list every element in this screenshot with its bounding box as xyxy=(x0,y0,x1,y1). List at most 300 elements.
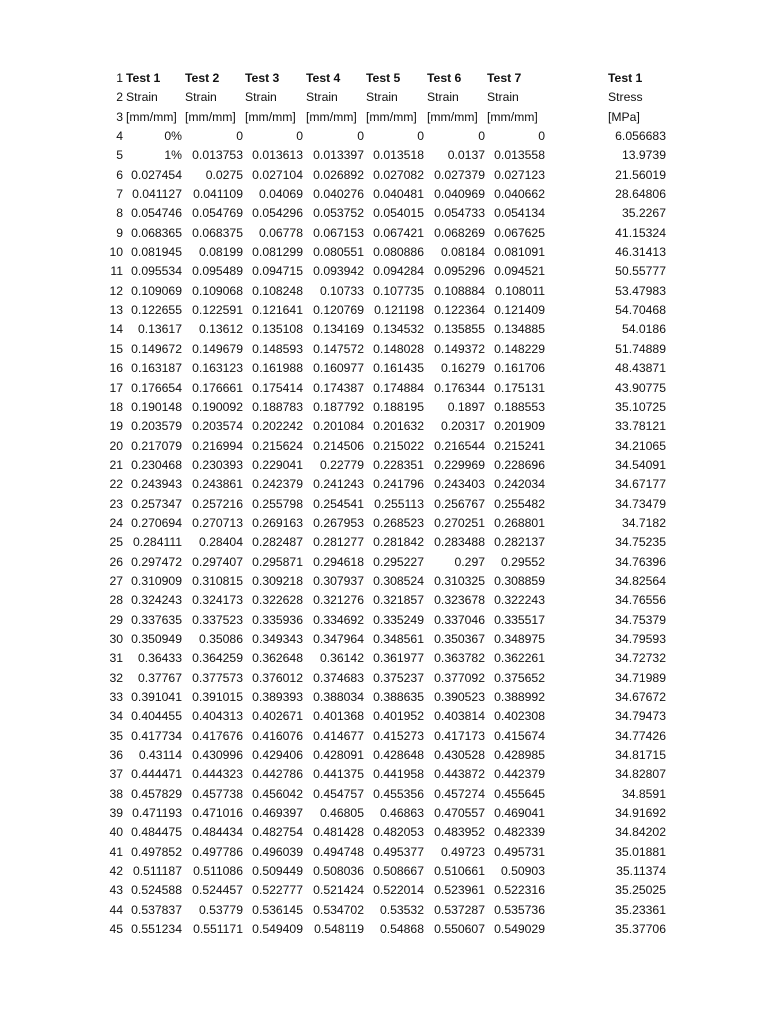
strain-test-7-cell: 0.094521 xyxy=(494,264,545,279)
strain-test-4-cell: 0.093942 xyxy=(313,264,364,279)
strain-test-1-cell: 0.163187 xyxy=(131,361,182,376)
strain-test-5-cell: 0.415273 xyxy=(373,728,424,743)
strain-test-4-cell: 0.026892 xyxy=(313,167,364,182)
strain-test-2-cell: 0.484434 xyxy=(192,825,243,840)
strain-test-4-cell: 0.120769 xyxy=(313,303,364,318)
header-stress-test-1: Test 1 xyxy=(608,71,643,85)
row-number: 2 xyxy=(116,90,123,105)
row-number-cell: 33 xyxy=(109,690,123,704)
strain-test-5-cell: 0.348561 xyxy=(373,631,424,646)
strain-test-3-cell: 0.161988 xyxy=(252,361,303,376)
strain-test-3-cell: 0.376012 xyxy=(252,670,303,685)
strain-test-3-cell: 0.081299 xyxy=(252,245,303,260)
header-unit: [mm/mm] xyxy=(126,109,177,124)
stress-test-1-cell: 34.76556 xyxy=(615,593,666,608)
strain-test-5-cell: 0.401952 xyxy=(373,709,424,724)
row-number-cell: 43 xyxy=(109,883,123,898)
row-number: 1 xyxy=(116,71,123,85)
strain-test-5-cell: 0.335249 xyxy=(373,612,424,627)
strain-test-7-cell: 0.081091 xyxy=(494,245,545,260)
strain-test-7-cell: 0.242034 xyxy=(494,477,545,492)
strain-test-6-cell: 0.054733 xyxy=(434,206,485,221)
strain-test-1-cell: 0.081945 xyxy=(131,245,182,260)
strain-test-1-cell: 0.095534 xyxy=(131,264,182,279)
strain-test-6-cell: 0.443872 xyxy=(434,767,485,782)
strain-test-4-cell: 0.494748 xyxy=(313,844,364,859)
stress-test-1-cell: 34.54091 xyxy=(615,457,666,472)
row-number-cell: 44 xyxy=(109,902,123,917)
strain-test-4-cell: 0.241243 xyxy=(313,477,364,492)
stress-test-1-cell: 35.25025 xyxy=(615,883,666,898)
strain-test-4-cell: 0.053752 xyxy=(313,206,364,221)
row-number-cell: 24 xyxy=(109,515,123,530)
strain-test-4-cell: 0.201084 xyxy=(313,419,364,434)
strain-test-6-cell: 0.0137 xyxy=(447,148,485,163)
stress-test-1-cell: 48.43871 xyxy=(615,361,666,376)
strain-test-5-cell: 0.188195 xyxy=(373,399,424,414)
strain-test-4-cell: 0.160977 xyxy=(313,361,364,376)
row-number-cell: 25 xyxy=(109,535,123,550)
strain-test-3-cell: 0.349343 xyxy=(252,631,303,646)
strain-test-6-cell: 0.135855 xyxy=(434,322,485,337)
row-number-cell: 20 xyxy=(109,438,123,453)
strain-test-7-cell: 0.215241 xyxy=(494,438,545,453)
strain-test-1-cell: 0.471193 xyxy=(132,806,182,821)
strain-test-3-cell: 0.054296 xyxy=(252,206,303,221)
strain-test-6-cell: 0.430528 xyxy=(434,748,485,763)
strain-test-4-cell: 0.347964 xyxy=(313,631,364,646)
strain-test-7-cell: 0.255482 xyxy=(494,496,545,511)
strain-test-5-cell: 0.428648 xyxy=(373,748,424,763)
strain-test-7-cell: 0.535736 xyxy=(494,902,545,917)
stress-test-1-cell: 34.7182 xyxy=(621,515,666,530)
strain-test-1-cell: 0.068365 xyxy=(131,225,182,240)
strain-test-5-cell: 0.094284 xyxy=(373,264,424,279)
strain-test-5-cell: 0.281842 xyxy=(373,535,424,550)
strain-test-6-cell: 0.537287 xyxy=(434,902,485,917)
strain-test-5-cell: 0.388635 xyxy=(373,690,424,704)
strain-test-2-cell: 0.0275 xyxy=(205,167,243,182)
stress-test-1-cell: 46.31413 xyxy=(615,245,666,260)
stress-test-1-cell: 28.64806 xyxy=(615,187,666,202)
strain-test-1-cell: 0.217079 xyxy=(131,438,182,453)
strain-test-2-cell: 0.068375 xyxy=(192,225,243,240)
strain-test-6-cell: 0.176344 xyxy=(434,380,485,395)
strain-test-2-cell: 0.243861 xyxy=(192,477,243,492)
strain-test-4-cell: 0.080551 xyxy=(313,245,364,260)
strain-test-2-cell: 0.095489 xyxy=(192,264,243,279)
row-number-cell: 15 xyxy=(109,341,123,356)
strain-test-5-cell: 0.027082 xyxy=(373,167,424,182)
strain-test-3-cell: 0.255798 xyxy=(252,496,303,511)
strain-test-2-cell: 0.417676 xyxy=(192,728,243,743)
stress-test-1-cell: 33.78121 xyxy=(615,419,666,434)
strain-test-2-cell: 0.122591 xyxy=(192,303,243,318)
row-number-cell: 27 xyxy=(109,573,123,588)
strain-test-1-cell: 0.551234 xyxy=(131,922,182,937)
row-number-cell: 22 xyxy=(109,477,123,492)
strain-test-4-cell: 0 xyxy=(357,129,364,144)
stress-test-1-cell: 34.72732 xyxy=(615,651,666,666)
strain-test-7-cell: 0.522316 xyxy=(494,883,545,898)
row-number-cell: 16 xyxy=(109,361,123,376)
strain-test-7-cell: 0.549029 xyxy=(494,922,545,937)
strain-test-7-cell: 0.054134 xyxy=(494,206,545,221)
strain-test-5-cell: 0.215022 xyxy=(373,438,424,453)
strain-test-3-cell: 0.469397 xyxy=(252,806,303,821)
strain-test-2-cell: 0.511086 xyxy=(193,864,243,879)
strain-test-1-cell: 0.270694 xyxy=(131,515,182,530)
strain-test-6-cell: 0.510661 xyxy=(434,864,485,879)
strain-test-6-cell: 0.49723 xyxy=(440,844,485,859)
stress-test-1-cell: 34.82564 xyxy=(615,573,666,588)
strain-test-2-cell: 0.216994 xyxy=(192,438,243,453)
strain-test-2-cell: 0.404313 xyxy=(192,709,243,724)
strain-test-1-cell: 0% xyxy=(164,129,182,144)
strain-test-6-cell: 0.310325 xyxy=(434,573,485,588)
stress-test-1-cell: 41.15324 xyxy=(615,225,666,240)
stress-test-1-cell: 50.55777 xyxy=(615,264,666,279)
strain-test-4-cell: 0.534702 xyxy=(313,902,364,917)
stress-test-1-cell: 21.56019 xyxy=(615,167,666,182)
strain-test-3-cell: 0.027104 xyxy=(252,167,303,182)
strain-test-7-cell: 0.188553 xyxy=(494,399,545,414)
strain-test-3-cell: 0.456042 xyxy=(252,786,303,801)
strain-test-1-cell: 1% xyxy=(164,148,182,163)
strain-test-5-cell: 0.268523 xyxy=(373,515,424,530)
strain-test-3-cell: 0.362648 xyxy=(252,651,303,666)
strain-test-5-cell: 0.455356 xyxy=(373,786,424,801)
row-number-cell: 45 xyxy=(109,922,123,937)
strain-test-7-cell: 0.201909 xyxy=(494,419,545,434)
strain-test-4-cell: 0.013397 xyxy=(313,148,364,163)
strain-test-1-cell: 0.37767 xyxy=(137,670,182,685)
stress-test-1-cell: 34.8591 xyxy=(621,786,666,801)
strain-test-6-cell: 0.337046 xyxy=(434,612,485,627)
stress-test-1-cell: 34.81715 xyxy=(615,748,666,763)
strain-test-7-cell: 0.388992 xyxy=(494,690,545,704)
strain-test-6-cell: 0.550607 xyxy=(434,922,485,937)
strain-test-1-cell: 0.457829 xyxy=(131,786,182,801)
strain-test-7-cell: 0.134885 xyxy=(494,322,545,337)
strain-test-7-cell: 0.482339 xyxy=(494,825,545,840)
strain-test-6-cell: 0.417173 xyxy=(434,728,485,743)
strain-test-3-cell: 0.094715 xyxy=(252,264,303,279)
strain-test-1-cell: 0.122655 xyxy=(131,303,182,318)
strain-test-3-cell: 0.215624 xyxy=(252,438,303,453)
stress-test-1-cell: 34.75379 xyxy=(615,612,666,627)
strain-test-5-cell: 0.375237 xyxy=(373,670,424,685)
strain-test-5-cell: 0.241796 xyxy=(373,477,424,492)
strain-test-4-cell: 0.267953 xyxy=(313,515,364,530)
stress-test-1-cell: 34.76396 xyxy=(615,554,666,569)
strain-test-6-cell: 0.122364 xyxy=(434,303,485,318)
strain-test-2-cell: 0.176661 xyxy=(192,380,243,395)
strain-test-3-cell: 0.295871 xyxy=(252,554,303,569)
strain-test-4-cell: 0.36142 xyxy=(319,651,364,666)
row-number-cell: 7 xyxy=(116,187,123,202)
strain-test-3-cell: 0.416076 xyxy=(252,728,303,743)
row-number-cell: 17 xyxy=(109,380,123,395)
strain-test-6-cell: 0.229969 xyxy=(434,457,485,472)
strain-test-3-cell: 0.322628 xyxy=(252,593,303,608)
strain-test-4-cell: 0.414677 xyxy=(313,728,364,743)
stress-test-1-cell: 51.74889 xyxy=(615,341,666,356)
strain-test-5-cell: 0.054015 xyxy=(373,206,424,221)
strain-test-7-cell: 0 xyxy=(538,129,545,144)
strain-test-7-cell: 0.29552 xyxy=(500,554,545,569)
strain-test-7-cell: 0.067625 xyxy=(494,225,545,240)
strain-test-7-cell: 0.322243 xyxy=(494,593,545,608)
strain-test-7-cell: 0.348975 xyxy=(494,631,545,646)
header-strain: Strain xyxy=(245,90,277,105)
header-strain: Strain xyxy=(185,90,217,105)
strain-test-4-cell: 0.281277 xyxy=(313,535,364,550)
stress-test-1-cell: 35.01881 xyxy=(615,844,666,859)
stress-test-1-cell: 54.70468 xyxy=(615,303,666,318)
strain-test-3-cell: 0.135108 xyxy=(252,322,303,337)
strain-test-6-cell: 0.08184 xyxy=(440,245,485,260)
strain-test-5-cell: 0 xyxy=(417,129,424,144)
header-unit: [mm/mm] xyxy=(427,109,478,124)
stress-test-1-cell: 35.2267 xyxy=(621,206,666,221)
strain-test-6-cell: 0.350367 xyxy=(434,631,485,646)
strain-test-2-cell: 0.203574 xyxy=(192,419,243,434)
strain-test-1-cell: 0.027454 xyxy=(131,167,182,182)
strain-test-6-cell: 0.040969 xyxy=(434,187,485,202)
header-strain: Strain xyxy=(306,90,338,105)
strain-test-3-cell: 0.04069 xyxy=(258,187,303,202)
strain-test-1-cell: 0.484475 xyxy=(131,825,182,840)
strain-test-3-cell: 0.442786 xyxy=(252,767,303,782)
header-unit-stress: [MPa] xyxy=(608,109,640,124)
strain-test-4-cell: 0.454757 xyxy=(313,786,364,801)
strain-test-3-cell: 0.242379 xyxy=(252,477,303,492)
header-unit: [mm/mm] xyxy=(245,109,296,124)
strain-test-6-cell: 0.068269 xyxy=(434,225,485,240)
strain-test-1-cell: 0.524588 xyxy=(131,883,182,898)
strain-test-4-cell: 0.548119 xyxy=(314,922,364,937)
stress-test-1-cell: 34.21065 xyxy=(615,438,666,453)
header-unit: [mm/mm] xyxy=(185,109,236,124)
header-test-5: Test 5 xyxy=(366,71,401,85)
row-number-cell: 42 xyxy=(109,864,123,879)
strain-test-4-cell: 0.040276 xyxy=(313,187,364,202)
row-number-cell: 23 xyxy=(109,496,123,511)
strain-test-1-cell: 0.337635 xyxy=(131,612,182,627)
strain-test-1-cell: 0.13617 xyxy=(137,322,182,337)
strain-test-6-cell: 0.16279 xyxy=(440,361,485,376)
strain-test-2-cell: 0.190092 xyxy=(192,399,243,414)
strain-test-7-cell: 0.442379 xyxy=(494,767,545,782)
strain-test-7-cell: 0.148229 xyxy=(494,341,545,356)
strain-test-5-cell: 0.441958 xyxy=(373,767,424,782)
strain-test-7-cell: 0.282137 xyxy=(494,535,545,550)
row-number-cell: 9 xyxy=(116,225,123,240)
strain-test-5-cell: 0.361977 xyxy=(373,651,424,666)
row-number-cell: 40 xyxy=(109,825,123,840)
row-number-cell: 12 xyxy=(109,283,123,298)
strain-test-5-cell: 0.013518 xyxy=(373,148,424,163)
strain-test-2-cell: 0.041109 xyxy=(193,187,243,202)
stress-test-1-cell: 34.67672 xyxy=(615,690,666,704)
row-number-cell: 21 xyxy=(109,457,123,472)
strain-test-3-cell: 0.402671 xyxy=(252,709,303,724)
strain-test-5-cell: 0.53532 xyxy=(379,902,424,917)
strain-test-5-cell: 0.174884 xyxy=(373,380,424,395)
stress-test-1-cell: 54.0186 xyxy=(621,322,666,337)
strain-test-7-cell: 0.121409 xyxy=(494,303,545,318)
strain-test-2-cell: 0.391015 xyxy=(192,690,243,704)
row-number-cell: 41 xyxy=(109,844,123,859)
row-number-cell: 38 xyxy=(109,786,123,801)
strain-test-3-cell: 0.06778 xyxy=(258,225,303,240)
stress-test-1-cell: 34.73479 xyxy=(615,496,666,511)
header-test-3: Test 3 xyxy=(245,71,280,85)
strain-test-3-cell: 0.121641 xyxy=(252,303,303,318)
strain-test-3-cell: 0.536145 xyxy=(252,902,303,917)
row-number-cell: 34 xyxy=(109,709,123,724)
strain-test-2-cell: 0.551171 xyxy=(193,922,243,937)
stress-test-1-cell: 34.79473 xyxy=(615,709,666,724)
row-number-cell: 4 xyxy=(116,129,123,144)
strain-test-5-cell: 0.121198 xyxy=(374,303,424,318)
strain-test-7-cell: 0.013558 xyxy=(494,148,545,163)
header-test-1: Test 1 xyxy=(126,71,161,85)
strain-test-6-cell: 0.457274 xyxy=(434,786,485,801)
strain-test-3-cell: 0.175414 xyxy=(252,380,303,395)
strain-test-2-cell: 0.364259 xyxy=(192,651,243,666)
strain-test-6-cell: 0.283488 xyxy=(434,535,485,550)
stress-test-1-cell: 34.75235 xyxy=(615,535,666,550)
strain-test-1-cell: 0.297472 xyxy=(131,554,182,569)
row-number-cell: 6 xyxy=(116,167,123,182)
strain-test-7-cell: 0.308859 xyxy=(494,573,545,588)
strain-test-7-cell: 0.268801 xyxy=(494,515,545,530)
strain-test-4-cell: 0.134169 xyxy=(313,322,364,337)
strain-test-3-cell: 0.482754 xyxy=(252,825,303,840)
header-strain: Strain xyxy=(126,90,158,105)
strain-test-3-cell: 0.309218 xyxy=(252,573,303,588)
strain-test-6-cell: 0.483952 xyxy=(434,825,485,840)
strain-test-4-cell: 0.294618 xyxy=(313,554,364,569)
strain-test-1-cell: 0.324243 xyxy=(131,593,182,608)
strain-test-6-cell: 0.523961 xyxy=(434,883,485,898)
strain-test-2-cell: 0.230393 xyxy=(192,457,243,472)
strain-test-7-cell: 0.402308 xyxy=(494,709,545,724)
strain-test-2-cell: 0.471016 xyxy=(192,806,243,821)
stress-test-1-cell: 34.91692 xyxy=(615,806,666,821)
row-number-cell: 26 xyxy=(109,554,123,569)
header-unit: [mm/mm] xyxy=(366,109,417,124)
header-test-2: Test 2 xyxy=(185,71,220,85)
strain-test-7-cell: 0.415674 xyxy=(494,728,545,743)
row-number-cell: 5 xyxy=(116,148,123,163)
header-test-7: Test 7 xyxy=(487,71,522,85)
strain-test-6-cell: 0.403814 xyxy=(434,709,485,724)
strain-test-7-cell: 0.428985 xyxy=(494,748,545,763)
strain-test-2-cell: 0.28404 xyxy=(198,535,243,550)
strain-test-1-cell: 0.257347 xyxy=(131,496,182,511)
strain-test-6-cell: 0.470557 xyxy=(434,806,485,821)
header-test-4: Test 4 xyxy=(306,71,341,85)
strain-test-6-cell: 0.363782 xyxy=(434,651,485,666)
strain-test-3-cell: 0.509449 xyxy=(252,864,303,879)
strain-test-1-cell: 0.43114 xyxy=(138,748,182,763)
header-unit: [mm/mm] xyxy=(306,109,357,124)
strain-test-3-cell: 0.013613 xyxy=(252,148,303,163)
strain-test-3-cell: 0.522777 xyxy=(252,883,303,898)
strain-test-5-cell: 0.067421 xyxy=(373,225,424,240)
stress-test-1-cell: 6.056683 xyxy=(615,129,666,144)
strain-test-7-cell: 0.50903 xyxy=(500,864,545,879)
stress-test-1-cell: 34.71989 xyxy=(615,670,666,685)
strain-test-2-cell: 0.257216 xyxy=(192,496,243,511)
strain-test-7-cell: 0.175131 xyxy=(494,380,545,395)
stress-test-1-cell: 35.23361 xyxy=(615,902,666,917)
strain-test-6-cell: 0.256767 xyxy=(434,496,485,511)
strain-test-5-cell: 0.228351 xyxy=(373,457,424,472)
strain-test-4-cell: 0.10733 xyxy=(319,283,364,298)
strain-test-7-cell: 0.375652 xyxy=(494,670,545,685)
strain-test-1-cell: 0.243943 xyxy=(131,477,182,492)
row-number-cell: 39 xyxy=(109,806,123,821)
strain-test-2-cell: 0.377573 xyxy=(192,670,243,685)
stress-test-1-cell: 34.84202 xyxy=(615,825,666,840)
strain-test-2-cell: 0.054769 xyxy=(192,206,243,221)
strain-test-5-cell: 0.54868 xyxy=(379,922,424,937)
strain-test-6-cell: 0.216544 xyxy=(434,438,485,453)
strain-test-5-cell: 0.46863 xyxy=(379,806,424,821)
strain-test-2-cell: 0.497786 xyxy=(192,844,243,859)
strain-test-6-cell: 0.243403 xyxy=(434,477,485,492)
strain-test-5-cell: 0.308524 xyxy=(373,573,424,588)
strain-test-5-cell: 0.161435 xyxy=(373,361,424,376)
row-number-cell: 35 xyxy=(109,728,123,743)
strain-test-4-cell: 0.401368 xyxy=(313,709,364,724)
strain-test-2-cell: 0.013753 xyxy=(192,148,243,163)
stress-test-1-cell: 35.10725 xyxy=(615,399,666,414)
strain-test-1-cell: 0.041127 xyxy=(132,187,182,202)
strain-test-4-cell: 0.521424 xyxy=(313,883,364,898)
strain-test-5-cell: 0.255113 xyxy=(374,496,424,511)
strain-test-1-cell: 0.444471 xyxy=(131,767,182,782)
strain-test-6-cell: 0.377092 xyxy=(434,670,485,685)
strain-test-3-cell: 0.549409 xyxy=(252,922,303,937)
strain-test-2-cell: 0.149679 xyxy=(192,341,243,356)
strain-test-3-cell: 0.429406 xyxy=(252,748,303,763)
strain-test-1-cell: 0.537837 xyxy=(131,902,182,917)
strain-test-3-cell: 0.335936 xyxy=(252,612,303,627)
strain-test-1-cell: 0.404455 xyxy=(131,709,182,724)
strain-test-5-cell: 0.134532 xyxy=(373,322,424,337)
strain-test-4-cell: 0.428091 xyxy=(313,748,364,763)
strain-test-1-cell: 0.417734 xyxy=(131,728,182,743)
strain-test-1-cell: 0.190148 xyxy=(131,399,182,414)
strain-test-5-cell: 0.508667 xyxy=(373,864,424,879)
strain-test-3-cell: 0.389393 xyxy=(252,690,303,704)
strain-test-5-cell: 0.321857 xyxy=(373,593,424,608)
strain-test-1-cell: 0.230468 xyxy=(131,457,182,472)
header-unit: [mm/mm] xyxy=(487,109,538,124)
strain-test-4-cell: 0.067153 xyxy=(313,225,364,240)
strain-test-3-cell: 0.148593 xyxy=(252,341,303,356)
strain-test-7-cell: 0.362261 xyxy=(494,651,545,666)
row-number-cell: 8 xyxy=(116,206,123,221)
strain-test-7-cell: 0.040662 xyxy=(494,187,545,202)
strain-test-2-cell: 0.297407 xyxy=(192,554,243,569)
strain-test-7-cell: 0.335517 xyxy=(494,612,545,627)
